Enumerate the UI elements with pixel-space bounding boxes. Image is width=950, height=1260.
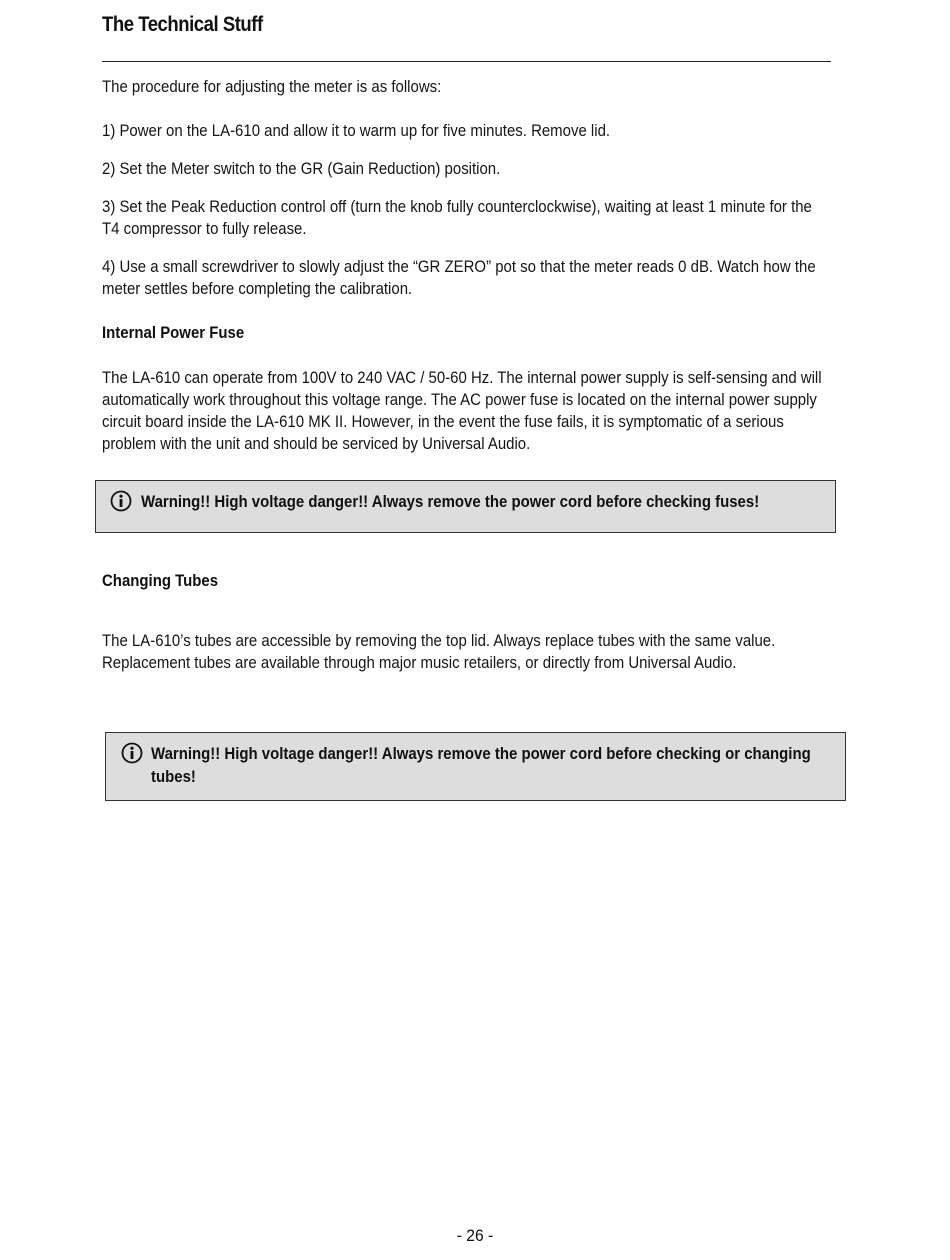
warning-text-tubes [151, 742, 839, 788]
warning-box-fuse [95, 480, 836, 533]
step-4: 4) Use a small screwdriver to slowly adjust the “GR ZERO” pot so that the meter reads 0 dB. Watch how the meter settles before completing the calibration. [102, 257, 816, 298]
warning-text-fuse: Warning!! High voltage danger!! Always remove the power cord before checking fuses! [141, 492, 760, 511]
title-divider [102, 61, 831, 62]
heading-internal-power-fuse: Internal Power Fuse [102, 323, 245, 342]
intro-text: The procedure for adjusting the meter is as follows: [102, 77, 442, 96]
step-3: 3) Set the Peak Reduction control off (turn the knob fully counterclockwise), waiting at least 1 minute for the T4 compressor to fully release. [102, 197, 812, 238]
tubes-paragraph: The LA-610’s tubes are accessible by removing the top lid. Always replace tubes with the same value. Replacement tubes are available through major music retailers, or directly from Universal Audio. [102, 631, 776, 672]
step-2: 2) Set the Meter switch to the GR (Gain Reduction) position. [102, 159, 501, 178]
page-number: - 26 - [456, 1226, 494, 1245]
info-circle-icon [110, 490, 132, 512]
warning-text-tubes-content: Warning!! High voltage danger!! Always remove the power cord before checking or changing tubes! [151, 744, 811, 786]
step-1: 1) Power on the LA-610 and allow it to warm up for five minutes. Remove lid. [102, 121, 611, 140]
warning-box-tubes [105, 732, 846, 801]
info-circle-icon [121, 742, 143, 764]
page-title: The Technical Stuff [102, 13, 263, 36]
fuse-paragraph: The LA-610 can operate from 100V to 240 VAC / 50-60 Hz. The internal power supply is self-sensing and will automatically work throughout this voltage range. The AC power fuse is located on the internal power supply circuit board inside the LA-610 MK II. However, in the event the fuse fails, it is symptomatic of a serious problem with the unit and should be serviced by Universal Audio. [102, 368, 822, 453]
heading-changing-tubes: Changing Tubes [102, 571, 219, 590]
